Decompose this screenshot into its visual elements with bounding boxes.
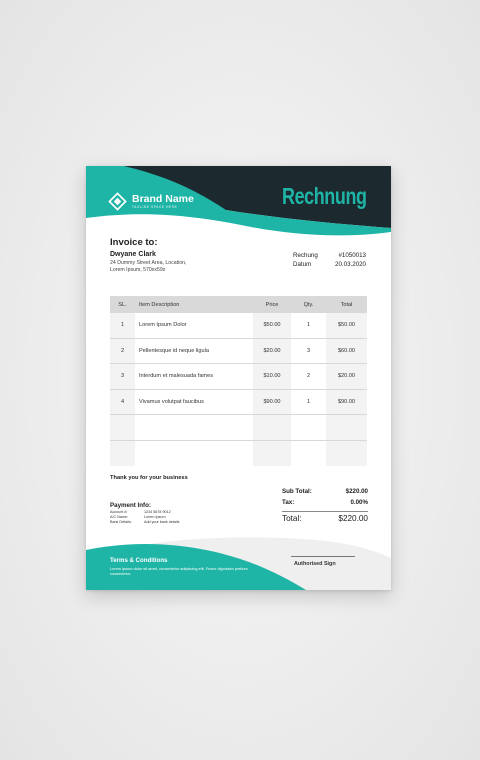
cell-total (326, 441, 367, 467)
cell-sl: 2 (110, 339, 135, 364)
terms-text: Lorem ipsum dolor sit amet, consectetur adipiscing elit. Fusce dignissim pretium consectetur. (110, 566, 248, 577)
cell-sl: 1 (110, 313, 135, 338)
invoice-to-heading: Invoice to: (110, 237, 158, 248)
subtotal-row (282, 487, 368, 498)
cell-description: Vivamus volutpat faucibus (139, 398, 204, 405)
cell-sl: 4 (110, 390, 135, 415)
invoice-page (86, 166, 391, 590)
cell-description: Pellentesque id neque ligula (139, 347, 209, 354)
client-name: Dwyane Clark (110, 251, 156, 258)
meta-label: Rechung (293, 252, 318, 259)
cell-description (135, 441, 253, 467)
cell-sl (110, 415, 135, 440)
payment-row (110, 520, 179, 525)
cell-total: $20.00 (326, 364, 367, 389)
cell-price: $90.00 (253, 390, 291, 415)
client-address: 24 Dummy Street Area, Location, Lorem Ipsum, 570xx59x (110, 260, 187, 273)
document-title: Rechnung (282, 183, 367, 209)
cell-price (253, 441, 291, 467)
cell-qty: 1 (306, 398, 311, 405)
cell-total: $90.00 (326, 390, 367, 415)
cell-sl: 3 (110, 364, 135, 389)
cell-total: $60.00 (326, 339, 367, 364)
brand-logo-icon (108, 192, 127, 211)
total-row (282, 514, 368, 523)
tax-value: 0.00% (350, 498, 368, 506)
table-row (110, 364, 367, 390)
brand (108, 192, 194, 211)
invoice-date-row (293, 261, 366, 270)
col-sl: SL. (118, 301, 127, 308)
table-row-empty (110, 441, 367, 467)
payment-label: Account #: (110, 510, 128, 514)
summary (282, 487, 368, 523)
cell-qty: 2 (306, 373, 311, 380)
col-qty: Qty. (303, 301, 314, 308)
invoice-number: #1050013 (338, 252, 366, 259)
table-row (110, 390, 367, 416)
payment-value: Add your bank details (144, 520, 180, 525)
total-label: Total: (282, 514, 302, 523)
cell-price (253, 415, 291, 440)
total-value: $220.00 (338, 514, 368, 523)
cell-description: Lorem Ipsum Dolor (139, 322, 187, 329)
cell-qty (291, 441, 326, 467)
cell-qty: 3 (306, 347, 311, 354)
cell-qty (291, 415, 326, 440)
brand-name: Brand Name (132, 192, 194, 205)
cell-sl (110, 441, 135, 467)
invoice-date: 20.03.2020 (335, 260, 366, 268)
signature-line (291, 556, 355, 557)
cell-description (135, 415, 253, 440)
tax-label: Tax: (282, 498, 295, 506)
table-row (110, 339, 367, 365)
payment-value: Lorem Ipsum (144, 515, 166, 520)
cell-price: $50.00 (253, 313, 291, 338)
col-price: Price (265, 301, 279, 308)
cell-price: $10.00 (253, 364, 291, 389)
col-description: Item Description (139, 301, 180, 308)
col-total: Total (340, 301, 353, 308)
table-row-empty (110, 415, 367, 441)
items-table (110, 296, 367, 466)
brand-tagline: TAGLINE SPACE HERE (132, 204, 178, 209)
payment-label: A/C Name: (110, 515, 129, 520)
invoice-number-row (293, 252, 366, 261)
cell-total (326, 415, 367, 440)
cell-description: Interdum et malesuada fames (139, 373, 213, 380)
authorised-sign: Authorised Sign (294, 561, 336, 567)
cell-qty: 1 (306, 322, 311, 329)
subtotal-value: $220.00 (345, 488, 368, 495)
payment-info (110, 510, 179, 526)
terms-title: Terms & Conditions (110, 557, 168, 564)
cell-total: $50.00 (326, 313, 367, 338)
cell-price: $20.00 (253, 339, 291, 364)
meta-label: Datum (293, 260, 312, 268)
table-row (110, 313, 367, 339)
summary-divider (282, 511, 368, 512)
payment-label: Bank Details: (110, 520, 132, 525)
subtotal-label: Sub Total: (282, 488, 312, 495)
invoice-meta (293, 252, 366, 269)
tax-row (282, 498, 368, 509)
table-header (110, 296, 367, 313)
thank-you-note: Thank you for your business (110, 475, 188, 481)
payment-info-title: Payment Info: (110, 502, 151, 509)
payment-value: 1234 5678 9012 (144, 510, 171, 514)
